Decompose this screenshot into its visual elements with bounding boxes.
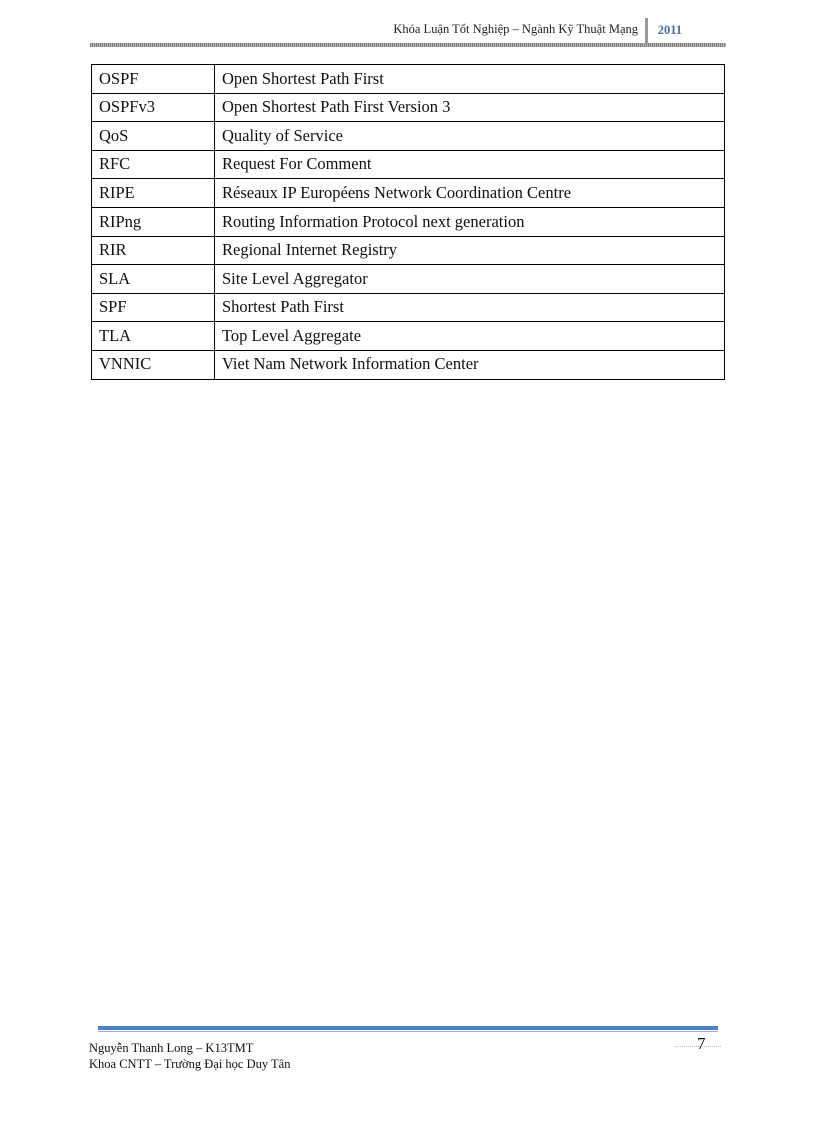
- abbreviation-definition: Top Level Aggregate: [215, 322, 725, 351]
- abbreviations-table: [91, 64, 725, 380]
- abbreviation-definition: Open Shortest Path First Version 3: [215, 93, 725, 122]
- table-row: [92, 65, 725, 94]
- footer-rule-thin: [98, 1031, 718, 1032]
- abbreviation-term: OSPFv3: [92, 93, 215, 122]
- table-row: [92, 322, 725, 351]
- footer-author: Nguyễn Thanh Long – K13TMT: [89, 1041, 254, 1055]
- table-row: [92, 293, 725, 322]
- header-rule: [90, 43, 726, 47]
- abbreviation-term: VNNIC: [92, 350, 215, 379]
- table-row: [92, 236, 725, 265]
- abbreviation-term: RIPE: [92, 179, 215, 208]
- abbreviation-term: OSPF: [92, 65, 215, 94]
- abbreviation-term: RIR: [92, 236, 215, 265]
- abbreviation-definition: Shortest Path First: [215, 293, 725, 322]
- footer-rule: [98, 1026, 718, 1030]
- page-number: 7: [697, 1034, 706, 1053]
- abbreviation-term: TLA: [92, 322, 215, 351]
- header-year: 2011: [657, 23, 682, 37]
- abbreviation-definition: Quality of Service: [215, 122, 725, 151]
- abbreviation-term: SPF: [92, 293, 215, 322]
- abbreviation-definition: Request For Comment: [215, 150, 725, 179]
- footer-institution: Khoa CNTT – Trường Đại học Duy Tân: [89, 1057, 291, 1071]
- abbreviation-term: QoS: [92, 122, 215, 151]
- table-row: [92, 350, 725, 379]
- abbreviation-definition: Réseaux IP Européens Network Coordination Centre: [215, 179, 725, 208]
- abbreviation-term: RFC: [92, 150, 215, 179]
- abbreviation-term: RIPng: [92, 207, 215, 236]
- abbreviation-definition: Regional Internet Registry: [215, 236, 725, 265]
- table-row: [92, 207, 725, 236]
- abbreviation-definition: Viet Nam Network Information Center: [215, 350, 725, 379]
- abbreviation-definition: Open Shortest Path First: [215, 65, 725, 94]
- abbreviation-definition: Site Level Aggregator: [215, 265, 725, 294]
- table-row: [92, 265, 725, 294]
- page-header: [90, 18, 726, 44]
- table-row: [92, 150, 725, 179]
- table-row: [92, 93, 725, 122]
- header-separator: [645, 18, 648, 43]
- table-row: [92, 122, 725, 151]
- header-title: Khóa Luận Tốt Nghiệp – Ngành Kỹ Thuật Mạng: [393, 22, 638, 36]
- table-row: [92, 179, 725, 208]
- abbreviation-definition: Routing Information Protocol next generation: [215, 207, 725, 236]
- abbreviation-term: SLA: [92, 265, 215, 294]
